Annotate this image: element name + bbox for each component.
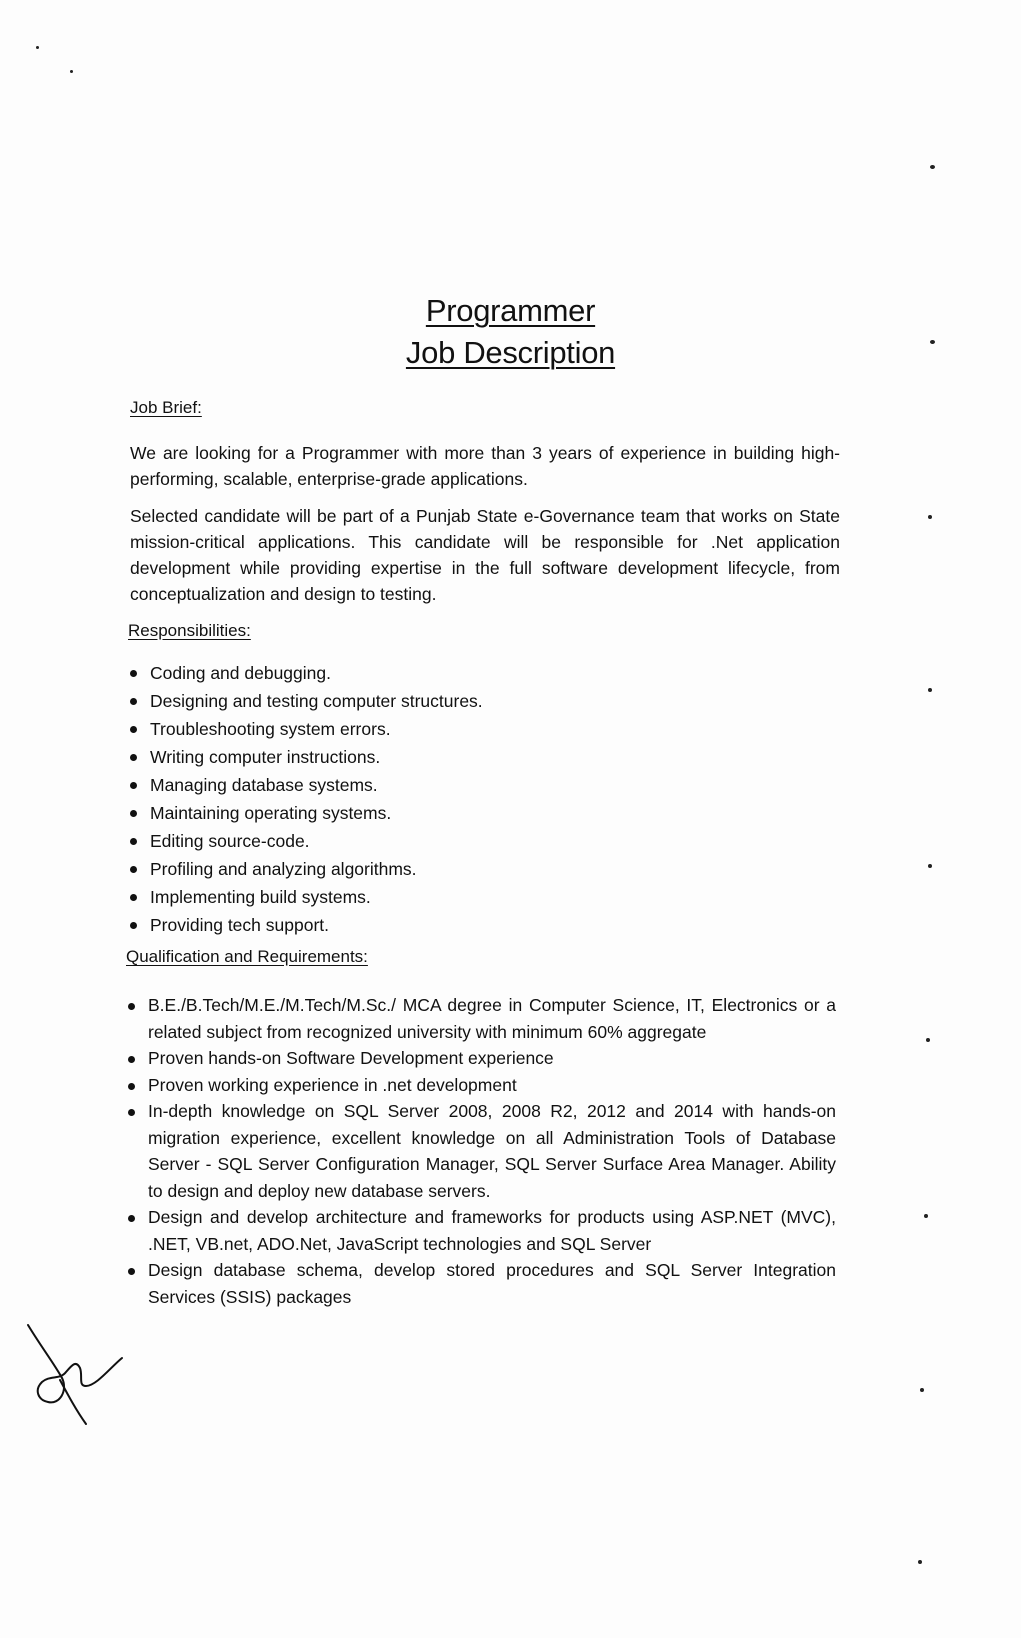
list-item: Editing source-code. (128, 827, 728, 855)
list-item: Providing tech support. (128, 911, 728, 939)
list-item: Profiling and analyzing algorithms. (128, 855, 728, 883)
document-title (0, 290, 1021, 332)
title-line-programmer: Programmer (425, 293, 596, 328)
job-brief-heading: Job Brief: (130, 398, 202, 417)
scan-speck (926, 1038, 930, 1042)
qualifications-heading: Qualification and Requirements: (126, 947, 368, 966)
scan-speck (928, 864, 932, 868)
signature-mark (20, 1320, 130, 1430)
list-item: Designing and testing computer structures. (128, 687, 728, 715)
scan-speck (36, 46, 39, 49)
title-line-job-description: Job Description (405, 335, 616, 370)
scan-speck (924, 1214, 928, 1218)
scan-speck (930, 340, 935, 344)
list-item: Managing database systems. (128, 771, 728, 799)
responsibilities-list (128, 659, 728, 939)
list-item: Proven working experience in .net development (126, 1072, 836, 1099)
scan-speck (930, 165, 935, 169)
list-item: In-depth knowledge on SQL Server 2008, 2008 R2, 2012 and 2014 with hands-on migration experience, excellent knowledge on all Administration Tools of Database Server - SQL Server Configuration Manager, SQL Server Surface Area Manager. Ability to design and deploy new database servers. (126, 1098, 836, 1204)
list-item: Maintaining operating systems. (128, 799, 728, 827)
job-brief-paragraph-2: Selected candidate will be part of a Punjab State e-Governance team that works on State mission-critical applications. This candidate will be responsible for .Net application development while providing expertise in the full software development lifecycle, from conceptualization and design to testing. (130, 506, 840, 604)
scan-speck (928, 515, 932, 519)
scan-speck (70, 70, 73, 73)
scan-speck (928, 688, 932, 692)
list-item: Proven hands-on Software Development experience (126, 1045, 836, 1072)
list-item: Troubleshooting system errors. (128, 715, 728, 743)
list-item: Design and develop architecture and frameworks for products using ASP.NET (MVC), .NET, VB.net, ADO.Net, JavaScript technologies and SQL Server (126, 1204, 836, 1257)
list-item: Design database schema, develop stored procedures and SQL Server Integration Services (SSIS) packages (126, 1257, 836, 1310)
scan-speck (920, 1388, 924, 1392)
list-item: Coding and debugging. (128, 659, 728, 687)
list-item: Writing computer instructions. (128, 743, 728, 771)
scan-speck (918, 1560, 922, 1564)
list-item: B.E./B.Tech/M.E./M.Tech/M.Sc./ MCA degree in Computer Science, IT, Electronics or a related subject from recognized university with minimum 60% aggregate (126, 992, 836, 1045)
qualifications-list (126, 992, 836, 1310)
document-subtitle (0, 332, 1021, 374)
list-item: Implementing build systems. (128, 883, 728, 911)
job-brief-paragraph-1: We are looking for a Programmer with more than 3 years of experience in building high-performing, scalable, enterprise-grade applications. (130, 443, 840, 489)
responsibilities-heading: Responsibilities: (128, 621, 251, 640)
